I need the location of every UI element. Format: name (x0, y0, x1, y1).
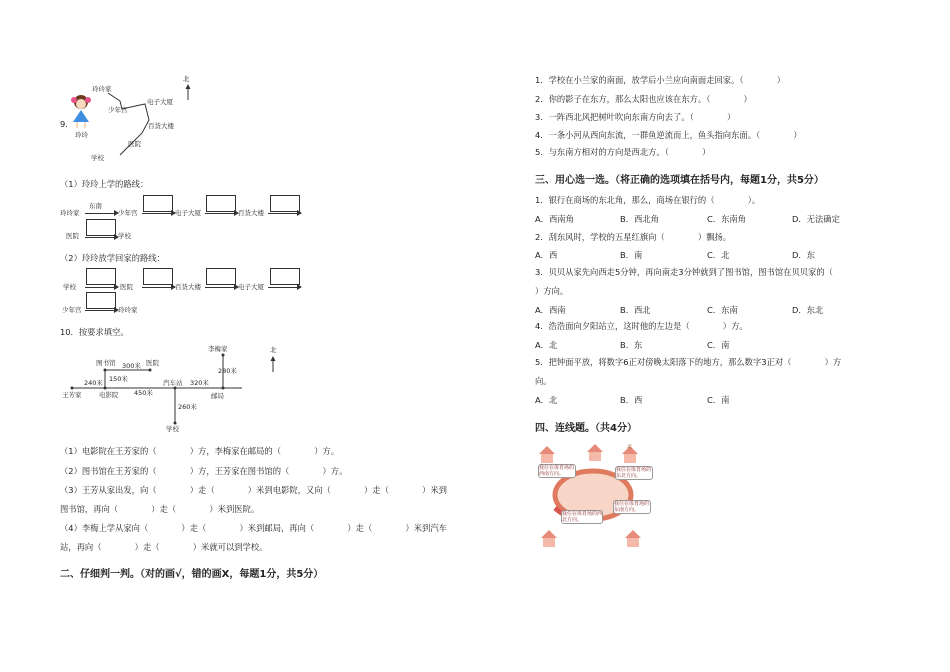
choice-q2-c: C．北 (707, 250, 730, 260)
judge-item-2: 2．你的影子在东方，那么太阳也应该在东方。（ ） (535, 94, 752, 104)
choice-q4-b: B．东 (620, 340, 643, 350)
q9-part2-start: 学校 (63, 283, 76, 291)
q9-part2-stop3: 电子大厦 (238, 283, 264, 291)
q10-north-label: 北 (270, 346, 277, 354)
section3-heading: 三、用心选一选。（将正确的选项填在括号内，每题1分，共5分） (535, 175, 824, 186)
q9-map-electronics: 电子大厦 (147, 98, 173, 106)
choice-q3-a: A．西南 (535, 305, 566, 315)
judge-item-3: 3．一阵西北风把树叶吹向东南方向去了。（ ） (535, 112, 736, 122)
q9-part1-stop3: 百货大楼 (238, 209, 264, 217)
house-icon (537, 444, 557, 464)
answer-box[interactable] (206, 195, 236, 212)
q10-map-post: 邮局 (211, 392, 224, 400)
answer-box[interactable] (143, 268, 173, 285)
choice-q4-c: C．南 (707, 340, 730, 350)
answer-box[interactable] (86, 292, 116, 309)
q10-line-3: （3）王芳从家出发，向（ ）走（ ）米到电影院，又向（ ）走（ ）米到 (60, 485, 447, 495)
q9-map-palace: 少年宫 (108, 106, 128, 114)
q9-route-map (80, 85, 200, 165)
speech-bubble-4: 我住在体育场的东南方向。 (614, 501, 650, 513)
answer-box[interactable] (143, 195, 173, 212)
q10-line-1: （1）电影院在王芳家的（ ）方，李梅家在邮局的（ ）方。 (60, 446, 340, 456)
choice-q4-stem: 4．浩浩面向夕阳站立，这时他的左边是（ ）方。 (535, 321, 748, 331)
q10-map-library: 图书馆 (96, 359, 116, 367)
q9-part1-stop1: 少年宫 (118, 209, 138, 217)
q9-map-girl: 玲玲 (75, 131, 88, 139)
q10-title: 10．按要求填空。 (60, 327, 129, 337)
answer-box[interactable] (270, 195, 300, 212)
choice-q1-d: D．无法确定 (792, 214, 840, 224)
choice-q1-a: A．西南角 (535, 214, 574, 224)
q9-part1-dir: 东南 (89, 202, 102, 210)
q10-map-bus: 汽车站 (163, 379, 183, 387)
q10-map-limei: 李梅家 (208, 345, 228, 353)
q9-part2-title: （2）玲玲放学回家的路线： (60, 253, 165, 263)
q10-map-d240: 240米 (84, 379, 103, 387)
choice-q1-c: C．东南角 (707, 214, 746, 224)
q10-map-cinema: 电影院 (99, 391, 119, 399)
q9-number: 9. (60, 119, 68, 129)
judge-item-1: 1．学校在小兰家的南面，放学后小兰应向南面走回家。（ ） (535, 75, 786, 85)
q10-line-6: 站，再向（ ）走（ ）米就可以到学校。 (60, 542, 268, 552)
answer-box[interactable] (270, 268, 300, 285)
choice-q3-stem: 3．贝贝从家先向西走5分钟，再向南走3分钟就到了图书馆，图书馆在贝贝家的（ (535, 267, 833, 277)
q10-map-d150: 150米 (109, 375, 128, 383)
choice-q5-stem: 5．把钟面平放，将数字6正对傍晚太阳落下的地方，那么数字3正对（ ）方 (535, 357, 842, 367)
judge-item-4: 4．一条小河从西向东流，一群鱼逆流而上，鱼头指向东面。（ ） (535, 130, 802, 140)
q9-part2-stop1: 医院 (120, 283, 133, 291)
q9-map-department: 百货大楼 (148, 122, 174, 130)
q9-part1-school: 学校 (118, 232, 131, 240)
choice-q3-d: D．东北 (792, 305, 824, 315)
q10-line-5: （4）李梅上学从家向（ ）走（ ）米到邮局，再向（ ）走（ ）米到汽车 (60, 523, 447, 533)
q10-map-hospital: 医院 (146, 359, 159, 367)
speech-bubble-1: 我住在体育场的西南方向。 (539, 465, 575, 477)
choice-q5-c: C．南 (707, 395, 730, 405)
choice-q3-b: B．西北 (620, 305, 651, 315)
q10-line-2: （2）图书馆在王芳家的（ ）方，王芳家在图书馆的（ ）方。 (60, 466, 348, 476)
q9-map-hospital: 医院 (128, 140, 141, 148)
speech-bubble-2: 我住在体育场的东北方向。 (616, 467, 652, 479)
choice-q4-a: A．北 (535, 340, 558, 350)
q10-map-school: 学校 (166, 425, 179, 433)
choice-q1-stem: 1．银行在商场的东北角，那么，商场在银行的（ ）。 (535, 195, 761, 205)
q9-part2-home: 玲玲家 (118, 306, 138, 314)
house-icon (623, 528, 643, 548)
choice-q5-stem2: 向。 (535, 376, 552, 386)
choice-q2-b: B．南 (620, 250, 643, 260)
choice-q1-b: B．西北角 (620, 214, 659, 224)
matching-illustration (535, 440, 655, 550)
speech-bubble-3: 我住在体育场的西北方向。 (562, 511, 603, 523)
section2-heading: 二、仔细判一判。（对的画√，错的画X，每题1分，共5分） (60, 569, 324, 580)
q9-part2-stop2: 百货大楼 (175, 283, 201, 291)
q10-map-d260: 260米 (178, 403, 197, 411)
choice-q3-c: C．东南 (707, 305, 738, 315)
q9-part1-hospital: 医院 (66, 232, 79, 240)
q9-map-school: 学校 (91, 154, 104, 162)
q9-map-home: 玲玲家 (92, 85, 112, 93)
q10-map-d280: 280米 (218, 367, 237, 375)
q10-map-d450: 450米 (134, 389, 153, 397)
section4-heading: 四、连线题。（共4分） (535, 423, 637, 434)
q10-map-d300: 300米 (122, 362, 141, 370)
q10-map-d320: 320米 (190, 379, 209, 387)
q9-part2-palace: 少年宫 (62, 306, 82, 314)
choice-q5-a: A．北 (535, 395, 558, 405)
house-icon (585, 442, 605, 462)
q9-part1-stop2: 电子大厦 (175, 209, 201, 217)
answer-box[interactable] (86, 268, 116, 285)
answer-box[interactable] (206, 268, 236, 285)
q9-north-label: 北 (183, 75, 190, 83)
choice-q2-a: A．西 (535, 250, 558, 260)
q10-line-4: 图书馆，再向（ ）走（ ）米到医院。 (60, 504, 260, 514)
choice-q2-d: D．东 (792, 250, 815, 260)
house-icon (539, 528, 559, 548)
q9-part1-start: 玲玲家 (60, 209, 80, 217)
girl-icon (66, 94, 96, 130)
choice-q3-stem2: ）方向。 (535, 286, 569, 296)
judge-item-5: 5．与东南方相对的方向是西北方。（ ） (535, 147, 711, 157)
q10-north-arrow-icon (268, 356, 278, 372)
choice-q2-stem: 2．刮东风时，学校的五星红旗向（ ）飘扬。 (535, 232, 732, 242)
matching-north-label: 北 (627, 444, 633, 450)
q10-map-wangfang: 王芳家 (62, 391, 82, 399)
choice-q5-b: B．西 (620, 395, 643, 405)
q9-part1-title: （1）玲玲上学的路线： (60, 179, 149, 189)
answer-box[interactable] (86, 219, 116, 236)
